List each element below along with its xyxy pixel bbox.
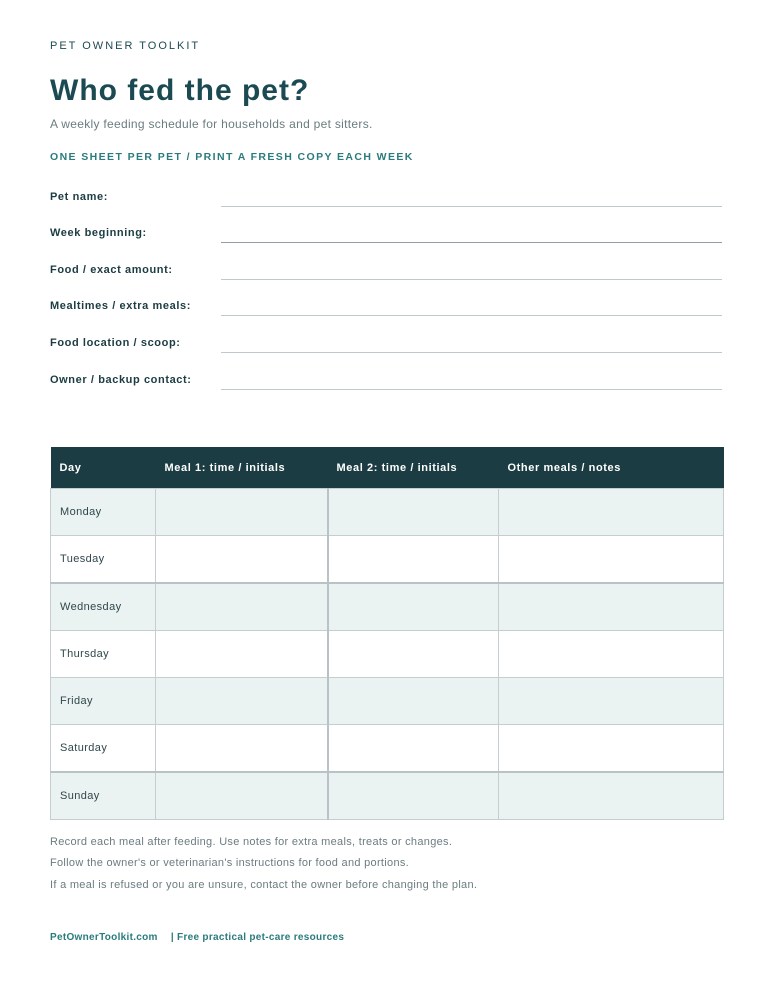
food-location-line[interactable] xyxy=(221,352,722,353)
field-pet-name xyxy=(50,191,722,215)
owner-contact-line[interactable] xyxy=(221,389,722,390)
day-cell: Tuesday xyxy=(51,536,156,584)
page-title: Who fed the pet? xyxy=(50,74,310,107)
field-food-amount xyxy=(50,264,722,288)
meal-1-cell[interactable] xyxy=(156,772,328,820)
brand-name: PET OWNER TOOLKIT xyxy=(50,40,201,52)
notes-cell[interactable] xyxy=(499,536,724,584)
column-header-meal-2: Meal 2: time / initials xyxy=(328,447,499,489)
field-food-location xyxy=(50,337,722,361)
field-week-beginning xyxy=(50,227,722,251)
field-label: Food / exact amount: xyxy=(50,264,173,276)
field-label: Week beginning: xyxy=(50,227,147,239)
pet-name-line[interactable] xyxy=(221,206,722,207)
meal-1-cell[interactable] xyxy=(156,489,328,536)
instruction-note: Record each meal after feeding. Use notes for extra meals, treats or changes. xyxy=(50,836,453,848)
footer-site-link[interactable]: PetOwnerToolkit.com xyxy=(50,932,158,943)
instruction-note: Follow the owner's or veterinarian's instructions for food and portions. xyxy=(50,857,410,869)
field-label: Owner / backup contact: xyxy=(50,374,192,386)
meal-2-cell[interactable] xyxy=(328,631,499,678)
meal-2-cell[interactable] xyxy=(328,489,499,536)
print-notice: ONE SHEET PER PET / PRINT A FRESH COPY EACH WEEK xyxy=(50,151,414,163)
notes-cell[interactable] xyxy=(499,678,724,725)
meal-1-cell[interactable] xyxy=(156,536,328,584)
table-row xyxy=(51,489,724,536)
field-label: Food location / scoop: xyxy=(50,337,181,349)
column-header-notes: Other meals / notes xyxy=(499,447,724,489)
day-cell: Saturday xyxy=(51,725,156,773)
notes-cell[interactable] xyxy=(499,631,724,678)
table-row xyxy=(51,631,724,678)
meal-2-cell[interactable] xyxy=(328,583,499,631)
field-owner-contact xyxy=(50,374,722,398)
meal-1-cell[interactable] xyxy=(156,631,328,678)
day-cell: Friday xyxy=(51,678,156,725)
food-amount-line[interactable] xyxy=(221,279,722,280)
notes-cell[interactable] xyxy=(499,725,724,773)
footer xyxy=(50,932,344,943)
page-subtitle: A weekly feeding schedule for households and pet sitters. xyxy=(50,117,373,131)
meal-1-cell[interactable] xyxy=(156,583,328,631)
column-header-meal-1: Meal 1: time / initials xyxy=(156,447,328,489)
table-row xyxy=(51,583,724,631)
footer-tagline: | Free practical pet-care resources xyxy=(170,932,345,943)
notes-cell[interactable] xyxy=(499,489,724,536)
field-label: Mealtimes / extra meals: xyxy=(50,300,191,312)
field-label: Pet name: xyxy=(50,191,108,203)
week-beginning-line[interactable] xyxy=(221,242,722,243)
day-cell: Monday xyxy=(51,489,156,536)
meal-1-cell[interactable] xyxy=(156,725,328,773)
table-row xyxy=(51,678,724,725)
table-row xyxy=(51,772,724,820)
meal-1-cell[interactable] xyxy=(156,678,328,725)
meal-2-cell[interactable] xyxy=(328,725,499,773)
table-header-row xyxy=(51,447,724,489)
notes-cell[interactable] xyxy=(499,772,724,820)
day-cell: Thursday xyxy=(51,631,156,678)
day-cell: Wednesday xyxy=(51,583,156,631)
day-cell: Sunday xyxy=(51,772,156,820)
field-mealtimes xyxy=(50,300,722,324)
meal-2-cell[interactable] xyxy=(328,678,499,725)
feeding-log-table xyxy=(50,447,724,820)
column-header-day: Day xyxy=(51,447,156,489)
meal-2-cell[interactable] xyxy=(328,772,499,820)
table-row xyxy=(51,725,724,773)
instruction-note: If a meal is refused or you are unsure, contact the owner before changing the plan. xyxy=(50,879,478,891)
mealtimes-line[interactable] xyxy=(221,315,722,316)
notes-cell[interactable] xyxy=(499,583,724,631)
table-row xyxy=(51,536,724,584)
meal-2-cell[interactable] xyxy=(328,536,499,584)
